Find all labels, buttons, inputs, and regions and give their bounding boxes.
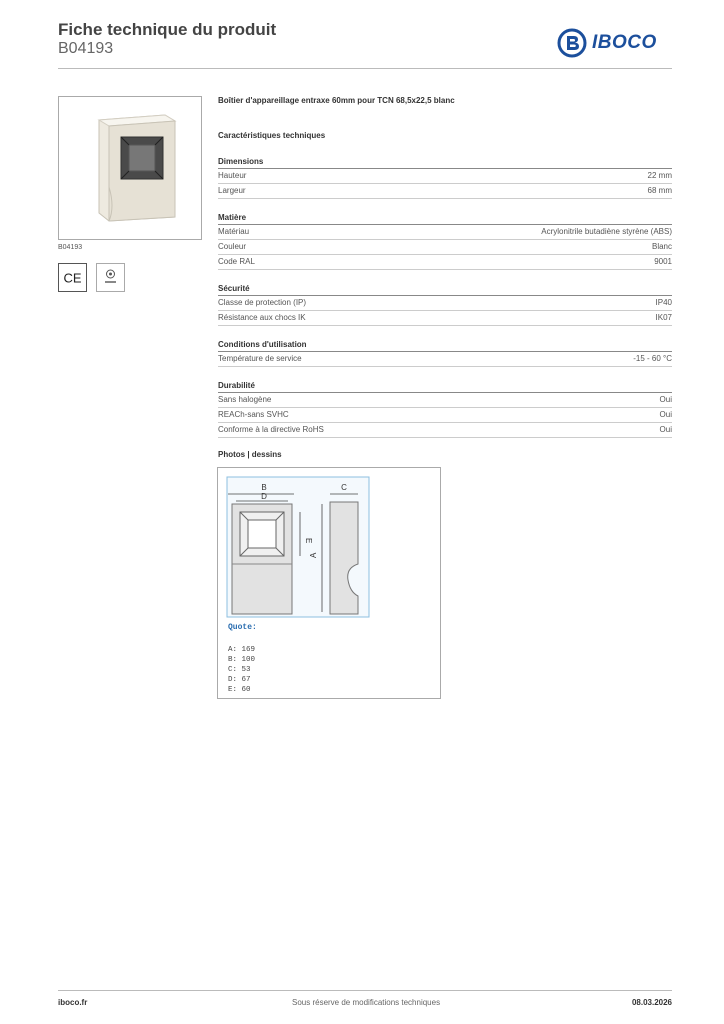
spec-value: -15 - 60 °C — [633, 354, 672, 363]
spec-label: Conforme à la directive RoHS — [218, 425, 324, 434]
photos-title: Photos | dessins — [218, 450, 282, 459]
spec-value: Oui — [659, 410, 672, 419]
spec-group-security — [218, 283, 672, 326]
spec-row — [218, 225, 672, 240]
spec-group-conditions — [218, 339, 672, 367]
footer-date: 08.03.2026 — [631, 998, 672, 1007]
spec-value: IP40 — [655, 298, 672, 307]
dim-label-d: D — [261, 492, 267, 501]
spec-group-material — [218, 212, 672, 270]
spec-group-dimensions — [218, 156, 672, 199]
spec-label: Résistance aux chocs IK — [218, 313, 306, 322]
spec-group-title: Durabilité — [218, 380, 672, 393]
spec-value: Blanc — [651, 242, 672, 251]
specs-table — [218, 156, 672, 451]
spec-label: Largeur — [218, 186, 246, 195]
spec-row — [218, 423, 672, 438]
spec-label: Matériau — [218, 227, 250, 236]
spec-row — [218, 296, 672, 311]
spec-group-durability — [218, 380, 672, 438]
technical-drawing — [217, 467, 441, 699]
product-code: B04193 — [58, 40, 114, 57]
logo-text: IBOCO — [592, 32, 657, 53]
dim-label-b: B — [261, 483, 267, 492]
footer-website-link[interactable]: iboco.fr — [58, 998, 88, 1007]
spec-value: 22 mm — [647, 171, 672, 180]
spec-label: Code RAL — [218, 257, 255, 266]
ce-mark-icon — [58, 263, 87, 292]
product-ref-small: B04193 — [58, 244, 83, 251]
quote-item: C: 53 — [228, 666, 251, 674]
quote-item: B: 100 — [228, 656, 256, 664]
spec-row — [218, 311, 672, 326]
product-description: Boîtier d'appareillage entraxe 60mm pour TCN 68,5x22,5 blanc — [218, 96, 455, 105]
spec-group-title: Matière — [218, 212, 672, 225]
spec-row — [218, 352, 672, 367]
dim-label-c: C — [341, 483, 347, 492]
spec-value: Acrylonitrile butadiène styrène (ABS) — [541, 227, 672, 236]
product-photo-icon — [59, 97, 201, 239]
spec-value: Oui — [659, 395, 672, 404]
footer-disclaimer: Sous réserve de modifications techniques — [292, 998, 441, 1007]
spec-row — [218, 169, 672, 184]
footer-divider — [58, 990, 672, 991]
spec-group-title: Conditions d'utilisation — [218, 339, 672, 352]
specs-title: Caractéristiques techniques — [218, 131, 326, 140]
quote-title: Quote: — [228, 623, 257, 632]
dimension-drawing-icon — [218, 468, 440, 618]
spec-label: Hauteur — [218, 171, 247, 180]
spec-value: 68 mm — [647, 186, 672, 195]
quote-item: A: 169 — [228, 646, 256, 654]
spec-row — [218, 255, 672, 270]
logo-icon — [557, 28, 587, 58]
page-title: Fiche technique du produit — [58, 20, 277, 39]
spec-group-title: Dimensions — [218, 156, 672, 169]
spec-value: Oui — [659, 425, 672, 434]
spec-label: Température de service — [218, 354, 302, 363]
quote-list — [228, 645, 255, 695]
spec-label: Couleur — [218, 242, 247, 251]
header-divider — [58, 68, 672, 69]
iboco-logo — [557, 28, 657, 58]
spec-row — [218, 184, 672, 199]
quote-item: D: 67 — [228, 676, 251, 684]
dim-label-e: E — [304, 538, 313, 544]
spec-label: Sans halogène — [218, 395, 272, 404]
spec-row — [218, 393, 672, 408]
spec-label: REACh-sans SVHC — [218, 410, 289, 419]
svg-text:CE: CE — [63, 270, 82, 286]
spec-row — [218, 240, 672, 255]
spec-value: IK07 — [655, 313, 672, 322]
dim-label-a: A — [309, 552, 318, 558]
product-image — [58, 96, 202, 240]
spec-label: Classe de protection (IP) — [218, 298, 307, 307]
spec-row — [218, 408, 672, 423]
certification-mark-icon — [96, 263, 125, 292]
spec-value: 9001 — [654, 257, 672, 266]
quote-item: E: 60 — [228, 686, 251, 694]
spec-group-title: Sécurité — [218, 283, 672, 296]
